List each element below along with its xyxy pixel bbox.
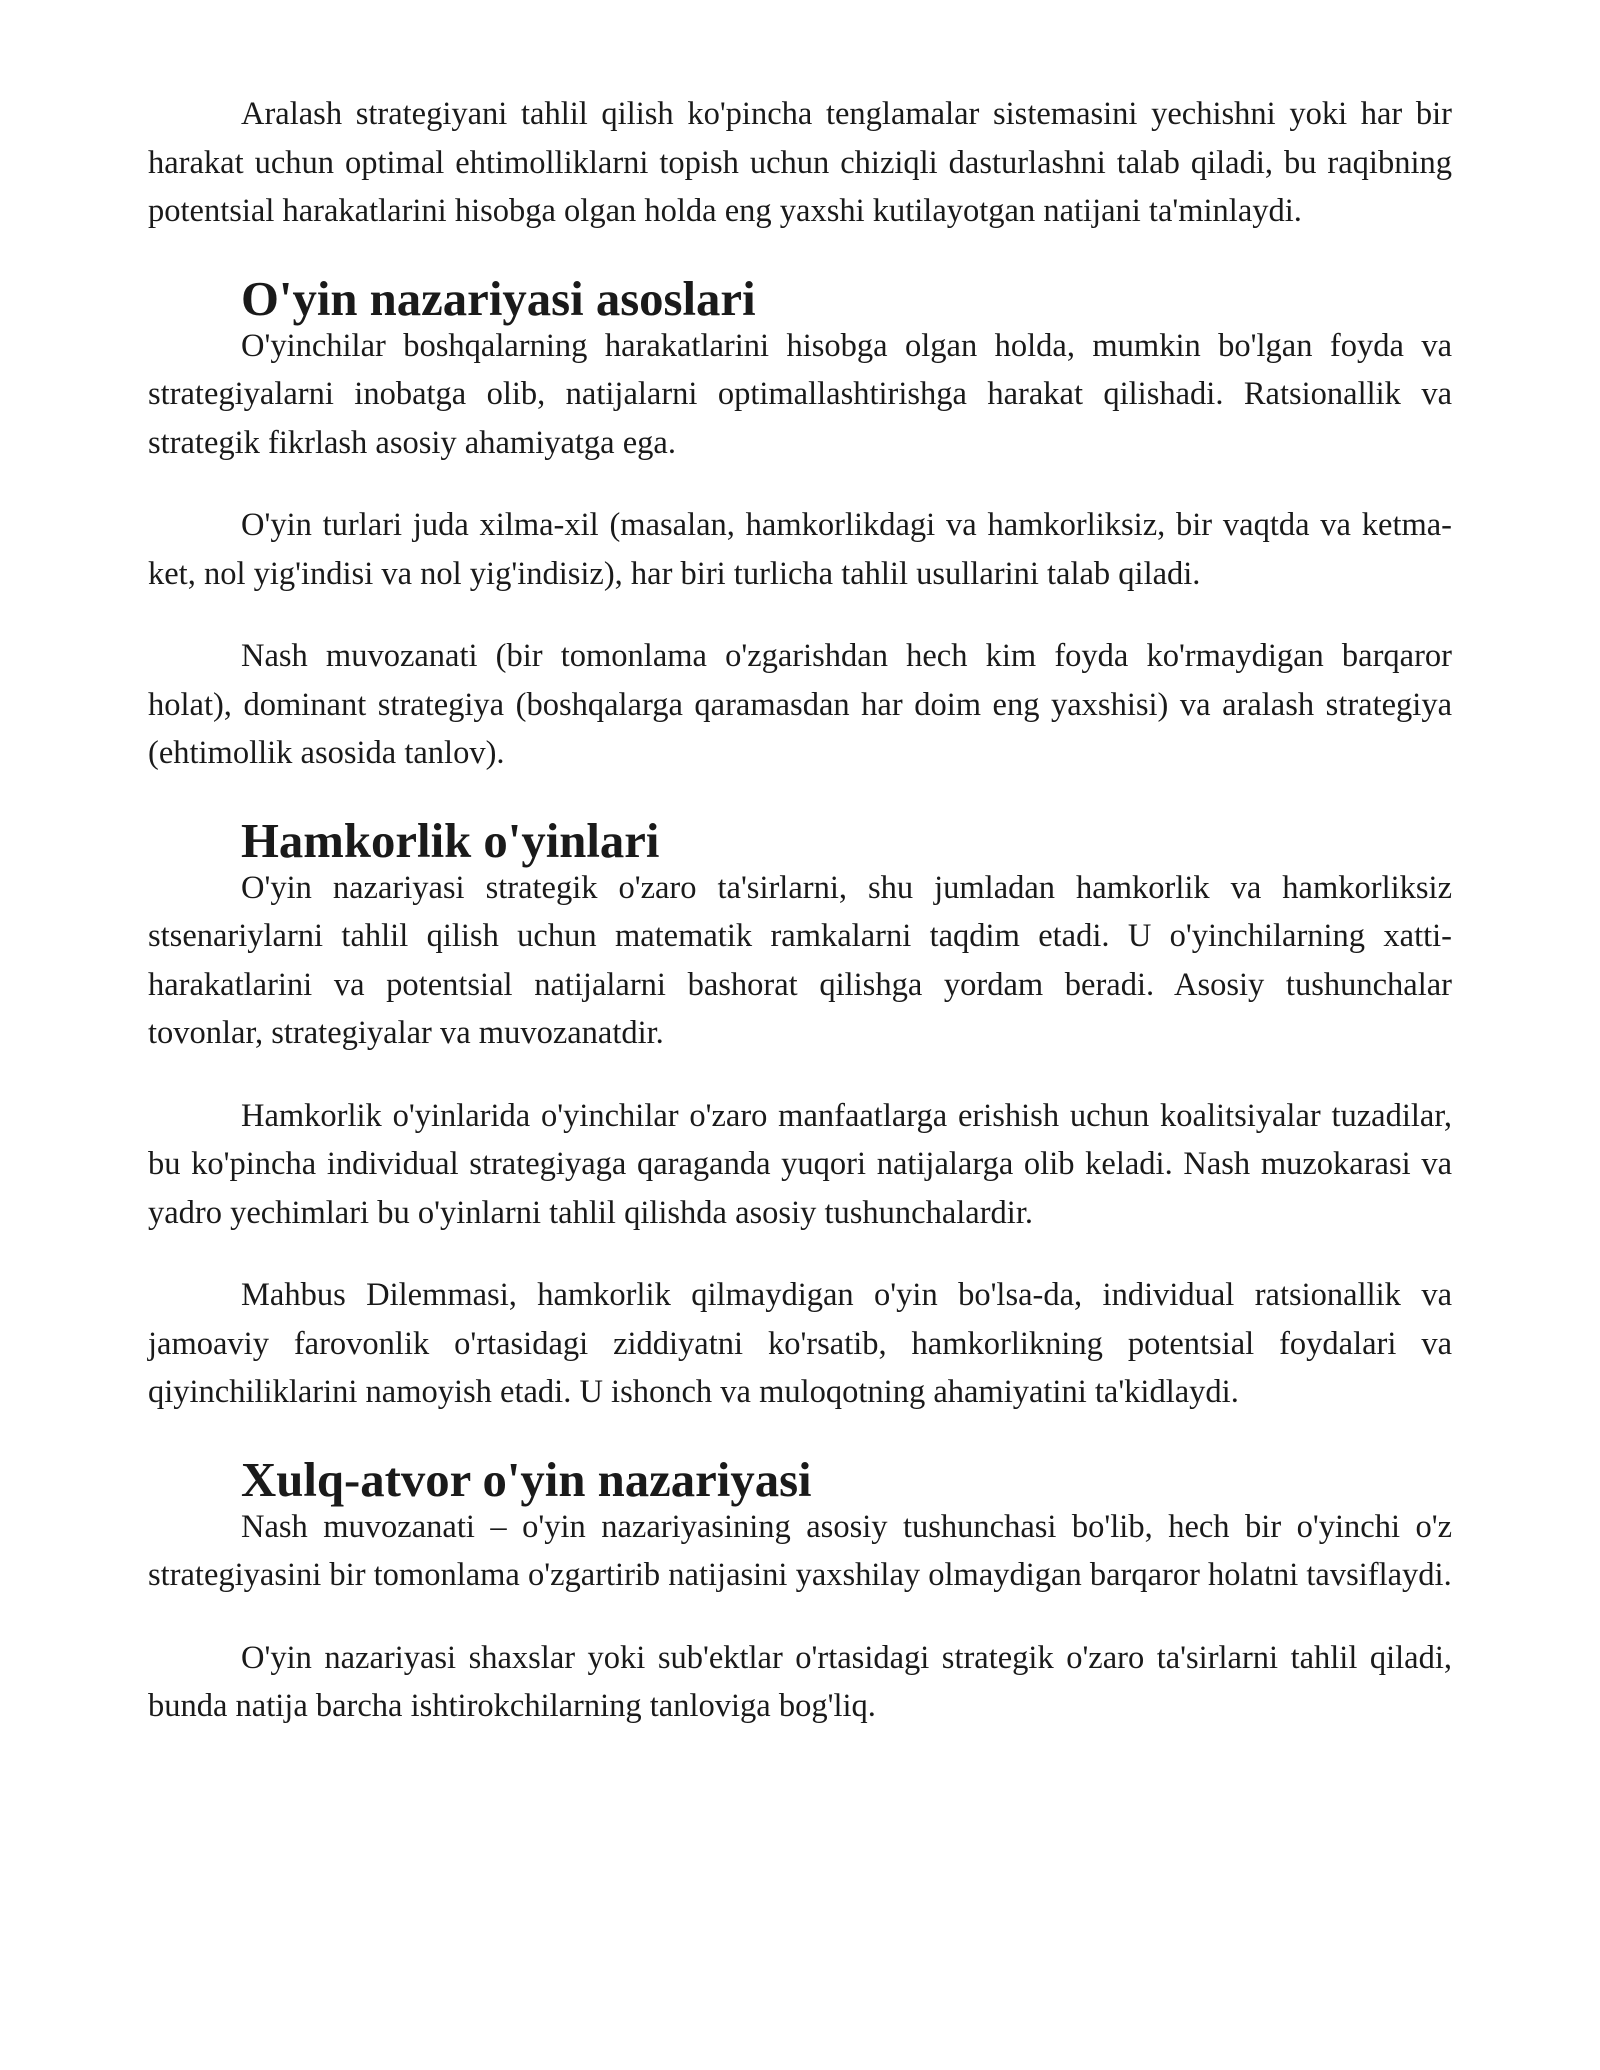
spacer <box>148 1058 1452 1092</box>
paragraph-game-types: O'yin turlari juda xilma-xil (masalan, hamkorlikdagi va hamkorliksiz, bir vaqtda va ketma-ket, nol yig'indisi va nol yig'indisiz), har biri turlicha tahlil usullarini talab qiladi. <box>148 507 1452 592</box>
spacer <box>148 1237 1452 1271</box>
spacer <box>148 1600 1452 1634</box>
heading-cooperative-games: Hamkorlik o'yinlari <box>241 813 660 868</box>
spacer <box>148 467 1452 501</box>
paragraph-nash-equilibrium-concept: Nash muvozanati – o'yin nazariyasining asosiy tushunchasi bo'lib, hech bir o'yinchi o'z strategiyasini bir tomonlama o'zgartirib natijasini yaxshilay olmaydigan barqaror holatni tavsiflaydi. <box>148 1508 1452 1593</box>
document-page <box>148 90 1452 1731</box>
spacer <box>148 778 1452 818</box>
paragraph-mixed-strategy-analysis: Aralash strategiyani tahlil qilish ko'pincha tenglamalar sistemasini yechishni yoki har bir harakat uchun optimal ehtimolliklarni topish uchun chiziqli dasturlashni talab qiladi, bu raqibning potentsial harakatlarini hisobga olgan holda eng yaxshi kutilayotgan natijani ta'minlaydi. <box>148 96 1452 229</box>
spacer <box>148 598 1452 632</box>
heading-game-theory-basics: O'yin nazariyasi asoslari <box>241 271 756 326</box>
spacer <box>148 1417 1452 1457</box>
paragraph-coalitions: Hamkorlik o'yinlarida o'yinchilar o'zaro manfaatlarga erishish uchun koalitsiyalar tuzadilar, bu ko'pincha individual strategiyaga qaraganda yuqori natijalarga olib keladi. Nash muzokarasi va yadro yechimlari bu o'yinlarni tahlil qilishda asosiy tushunchalardir. <box>148 1097 1452 1231</box>
paragraph-nash-equilibrium-definitions: Nash muvozanati (bir tomonlama o'zgarishdan hech kim foyda ko'rmaydigan barqaror holat), dominant strategiya (boshqalarga qaramasdan har doim eng yaxshisi) va aralash strategiya (ehtimollik asosida tanlov). <box>148 638 1452 771</box>
heading-behavioral-game-theory: Xulq-atvor o'yin nazariyasi <box>241 1452 812 1507</box>
paragraph-game-theory-analysis: O'yin nazariyasi shaxslar yoki sub'ektlar o'rtasidagi strategik o'zaro ta'sirlarni tahlil qiladi, bunda natija barcha ishtirokchilarning tanloviga bog'liq. <box>148 1639 1452 1724</box>
spacer <box>148 236 1452 276</box>
paragraph-players-optimize: O'yinchilar boshqalarning harakatlarini hisobga olgan holda, mumkin bo'lgan foyda va strategiyalarni inobatga olib, natijalarni optimallashtirishga harakat qilishadi. Ratsionallik va strategik fikrlash asosiy ahamiyatga ega. <box>148 327 1452 461</box>
paragraph-strategic-interactions: O'yin nazariyasi strategik o'zaro ta'sirlarni, shu jumladan hamkorlik va hamkorliksiz stsenariylarni tahlil qilish uchun matematik ramkalarni taqdim etadi. U o'yinchilarning xatti-harakatlarini va potentsial natijalarni bashorat qilishga yordam beradi. Asosiy tushunchalar tovonlar, strategiyalar va muvozanatdir. <box>148 869 1452 1051</box>
paragraph-prisoners-dilemma: Mahbus Dilemmasi, hamkorlik qilmaydigan o'yin bo'lsa-da, individual ratsionallik va jamoaviy farovonlik o'rtasidagi ziddiyatni ko'rsatib, hamkorlikning potentsial foydalari va qiyinchiliklarini namoyish etadi. U ishonch va muloqotning ahamiyatini ta'kidlaydi. <box>148 1277 1452 1410</box>
